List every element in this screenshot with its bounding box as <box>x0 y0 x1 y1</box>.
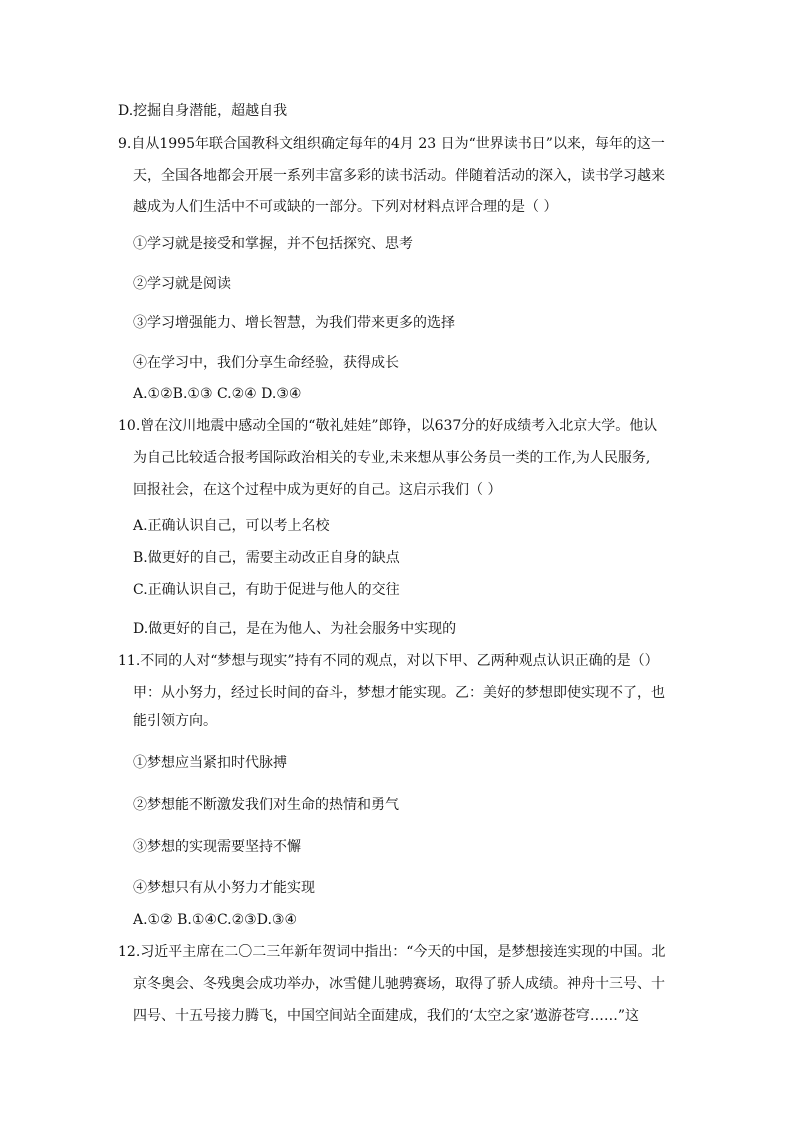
q12-stem-line-1: 12.习近平主席在二〇二三年新年贺词中指出：“今天的中国，是梦想接连实现的中国。北 <box>118 944 666 960</box>
q10-stem-line-3: 回报社会，在这个过程中成为更好的自己。这启示我们（ ） <box>133 482 502 498</box>
q11-statement-2: ②梦想能不断激发我们对生命的热情和勇气 <box>133 797 399 813</box>
q11-stem-line-2: 甲：从小努力，经过长时间的奋斗，梦想才能实现。乙：美好的梦想即使实现不了，也 <box>133 685 665 701</box>
q12-stem-line-3: 四号、十五号接力腾飞，中国空间站全面建成，我们的‘太空之家’遨游苍穹……”这 <box>133 1008 640 1024</box>
q9-statement-4: ④在学习中，我们分享生命经验，获得成长 <box>133 355 399 371</box>
q8-option-d: D.挖掘自身潜能，超越自我 <box>118 103 288 119</box>
q10-option-a: A.正确认识自己，可以考上名校 <box>133 518 330 534</box>
q9-options: A.①②B.①③ C.②④ D.③④ <box>133 386 302 402</box>
q9-statement-3: ③学习增强能力、增长智慧，为我们带来更多的选择 <box>133 315 455 331</box>
q10-option-d: D.做更好的自己，是在为他人、为社会服务中实现的 <box>133 621 457 637</box>
q9-stem-line-1: 9.自从1995年联合国教科文组织确定每年的4月 23 日为“世界读书日”以来，每年的这一 <box>118 136 665 152</box>
q10-option-b: B.做更好的自己，需要主动改正自身的缺点 <box>133 550 400 566</box>
q11-options: A.①② B.①④C.②③D.③④ <box>133 912 297 928</box>
q9-statement-1: ①学习就是接受和掌握，并不包括探究、思考 <box>133 236 413 252</box>
q9-stem-line-3: 越成为人们生活中不可或缺的一部分。下列对材料点评合理的是（ ） <box>133 199 558 215</box>
q12-stem-line-2: 京冬奥会、冬残奥会成功举办，冰雪健儿驰骋赛场，取得了骄人成绩。神舟十三号、十 <box>133 976 665 992</box>
q11-stem-line-1: 11.不同的人对“梦想与现实”持有不同的观点，对以下甲、乙两种观点认识正确的是（） <box>118 653 659 669</box>
q11-statement-4: ④梦想只有从小努力才能实现 <box>133 880 315 896</box>
q10-option-c: C.正确认识自己，有助于促进与他人的交往 <box>133 582 400 598</box>
q10-stem-line-1: 10.曾在汶川地震中感动全国的“敬礼娃娃”郎铮，以637分的好成绩考入北京大学。他认 <box>118 418 658 434</box>
q10-stem-line-2: 为自己比较适合报考国际政治相关的专业,未来想从事公务员一类的工作,为人民服务, <box>133 450 651 466</box>
q11-statement-1: ①梦想应当紧扣时代脉搏 <box>133 755 287 771</box>
q11-stem-line-3: 能引领方向。 <box>133 713 217 729</box>
q9-statement-2: ②学习就是阅读 <box>133 276 231 292</box>
q11-statement-3: ③梦想的实现需要坚持不懈 <box>133 839 301 855</box>
q9-stem-line-2: 天，全国各地都会开展一系列丰富多彩的读书活动。伴随着活动的深入，读书学习越来 <box>133 168 665 184</box>
